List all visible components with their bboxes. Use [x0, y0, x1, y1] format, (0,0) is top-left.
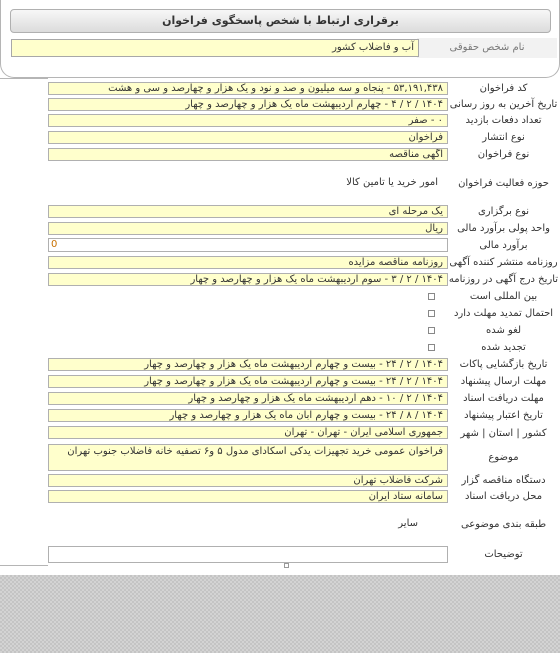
visits-value: ۰ - صفر: [48, 114, 448, 127]
extension-checkbox[interactable]: [428, 310, 435, 317]
newspaper-value: روزنامه مناقصه مزایده: [48, 256, 448, 269]
location-label: کشور | استان | شهر: [460, 427, 547, 439]
validity-label: تاریخ اعتبار پیشنهاد: [464, 410, 543, 421]
hold-type-label: نوع برگزاری: [477, 206, 530, 217]
small-checkbox-marker: [284, 563, 289, 568]
renewed-checkbox[interactable]: [428, 344, 435, 351]
row-newspaper: [0, 254, 560, 271]
row-renewed: [0, 339, 560, 356]
category-label: طبقه بندی موضوعی: [460, 518, 547, 530]
category-value: سایر: [398, 518, 418, 529]
call-type-value: آگهی مناقصه: [48, 148, 448, 161]
submit-deadline-value: ۱۴۰۴ / ۲ / ۲۴ - بیست و چهارم اردیبهشت ماه یک هزار و چهارصد و چهار: [48, 375, 448, 388]
left-divider: [0, 78, 48, 79]
row-opening-date: [0, 356, 560, 373]
contact-panel: [0, 0, 560, 78]
subject-label: موضوع: [488, 451, 519, 463]
international-label: بین المللی است: [469, 291, 538, 302]
row-currency: [0, 220, 560, 237]
tender-details: [0, 78, 560, 570]
validity-value: ۱۴۰۴ / ۸ / ۲۴ - بیست و چهارم آبان ماه یک هزار و چهارصد و چهار: [48, 409, 448, 422]
publish-type-value: فراخوان: [48, 131, 448, 144]
last-update-value: ۱۴۰۴ / ۲ / ۴ - چهارم اردیبهشت ماه یک هزار و چهارصد و چهار: [48, 98, 448, 111]
doc-place-value: سامانه ستاد ایران: [48, 490, 448, 503]
visits-label: تعداد دفعات بازدید: [465, 115, 542, 126]
extension-label: احتمال تمدید مهلت دارد: [453, 308, 554, 319]
row-international: [0, 288, 560, 305]
row-notes: [0, 543, 560, 565]
subject-value: فراخوان عمومی خرید تجهیزات یدکی اسکادای مدول ۵ و۶ تصفیه خانه فاضلاب جنوب تهران: [48, 444, 448, 471]
activity-label: حوزه فعالیت فراخوان: [458, 177, 549, 189]
organizer-value: شرکت فاضلاب تهران: [48, 474, 448, 487]
row-subject: [0, 442, 560, 472]
left-divider: [0, 565, 48, 566]
legal-entity-label: نام شخص حقوقی: [417, 38, 557, 58]
legal-entity-field[interactable]: آب و فاضلاب کشور: [11, 39, 419, 57]
row-location: [0, 424, 560, 442]
row-category: [0, 505, 560, 543]
submit-deadline-label: مهلت ارسال پیشنهاد: [460, 376, 547, 387]
activity-value: امور خرید یا تامین کالا: [346, 177, 438, 188]
row-publish-type: [0, 129, 560, 146]
doc-place-label: محل دریافت اسناد: [464, 491, 543, 502]
notes-label: توضیحات: [484, 548, 523, 560]
notes-value: [48, 546, 448, 563]
organizer-label: دستگاه مناقصه گزار: [461, 474, 546, 486]
row-hold-type: [0, 203, 560, 220]
newspaper-date-label: تاریخ درج آگهی در روزنامه: [448, 274, 559, 285]
row-doc-deadline: [0, 390, 560, 407]
location-value: جمهوری اسلامی ایران - تهران - تهران: [48, 426, 448, 439]
row-last-update: [0, 96, 560, 112]
row-extension: [0, 305, 560, 322]
row-doc-place: [0, 488, 560, 505]
row-submit-deadline: [0, 373, 560, 390]
international-checkbox[interactable]: [428, 293, 435, 300]
row-call-type: [0, 146, 560, 163]
newspaper-date-value: ۱۴۰۴ / ۲ / ۳ - سوم اردیبهشت ماه یک هزار و چهارصد و چهار: [48, 273, 448, 286]
row-cancelled: [0, 322, 560, 339]
hold-type-value: یک مرحله ای: [48, 205, 448, 218]
code-value: ۵۳,۱۹۱,۴۳۸ - پنجاه و سه میلیون و صد و نود و یک هزار و چهارصد و سی و هشت: [48, 82, 448, 95]
row-organizer: [0, 472, 560, 488]
cancelled-label: لغو شده: [485, 325, 522, 336]
last-update-label: تاریخ آخرین به روز رسانی: [449, 98, 558, 110]
publish-type-label: نوع انتشار: [482, 132, 525, 143]
cancelled-checkbox[interactable]: [428, 327, 435, 334]
currency-label: واحد پولی برآورد مالی: [457, 223, 550, 234]
row-newspaper-date: [0, 271, 560, 288]
code-label: کد فراخوان: [479, 82, 528, 94]
estimate-label: برآورد مالی: [479, 240, 528, 251]
estimate-value: 0: [48, 238, 448, 252]
row-validity: [0, 407, 560, 424]
row-visits: [0, 112, 560, 129]
renewed-label: تجدید شده: [481, 342, 526, 353]
row-code: [0, 80, 560, 96]
opening-date-value: ۱۴۰۴ / ۲ / ۲۴ - بیست و چهارم اردیبهشت ماه یک هزار و چهارصد و چهار: [48, 358, 448, 371]
row-activity: [0, 163, 560, 203]
doc-deadline-value: ۱۴۰۴ / ۲ / ۱۰ - دهم اردیبهشت ماه یک هزار و چهارصد و چهار: [48, 392, 448, 405]
row-estimate: [0, 237, 560, 254]
opening-date-label: تاریخ بازگشایی پاکات: [459, 359, 548, 370]
doc-deadline-label: مهلت دریافت اسناد: [463, 393, 544, 404]
panel-title: برقراری ارتباط با شخص پاسخگوی فراخوان: [10, 9, 551, 33]
newspaper-label: روزنامه منتشر کننده آگهی: [449, 257, 558, 268]
call-type-label: نوع فراخوان: [477, 149, 530, 160]
currency-value: ریال: [48, 222, 448, 235]
page-footer-pattern: [0, 575, 560, 653]
